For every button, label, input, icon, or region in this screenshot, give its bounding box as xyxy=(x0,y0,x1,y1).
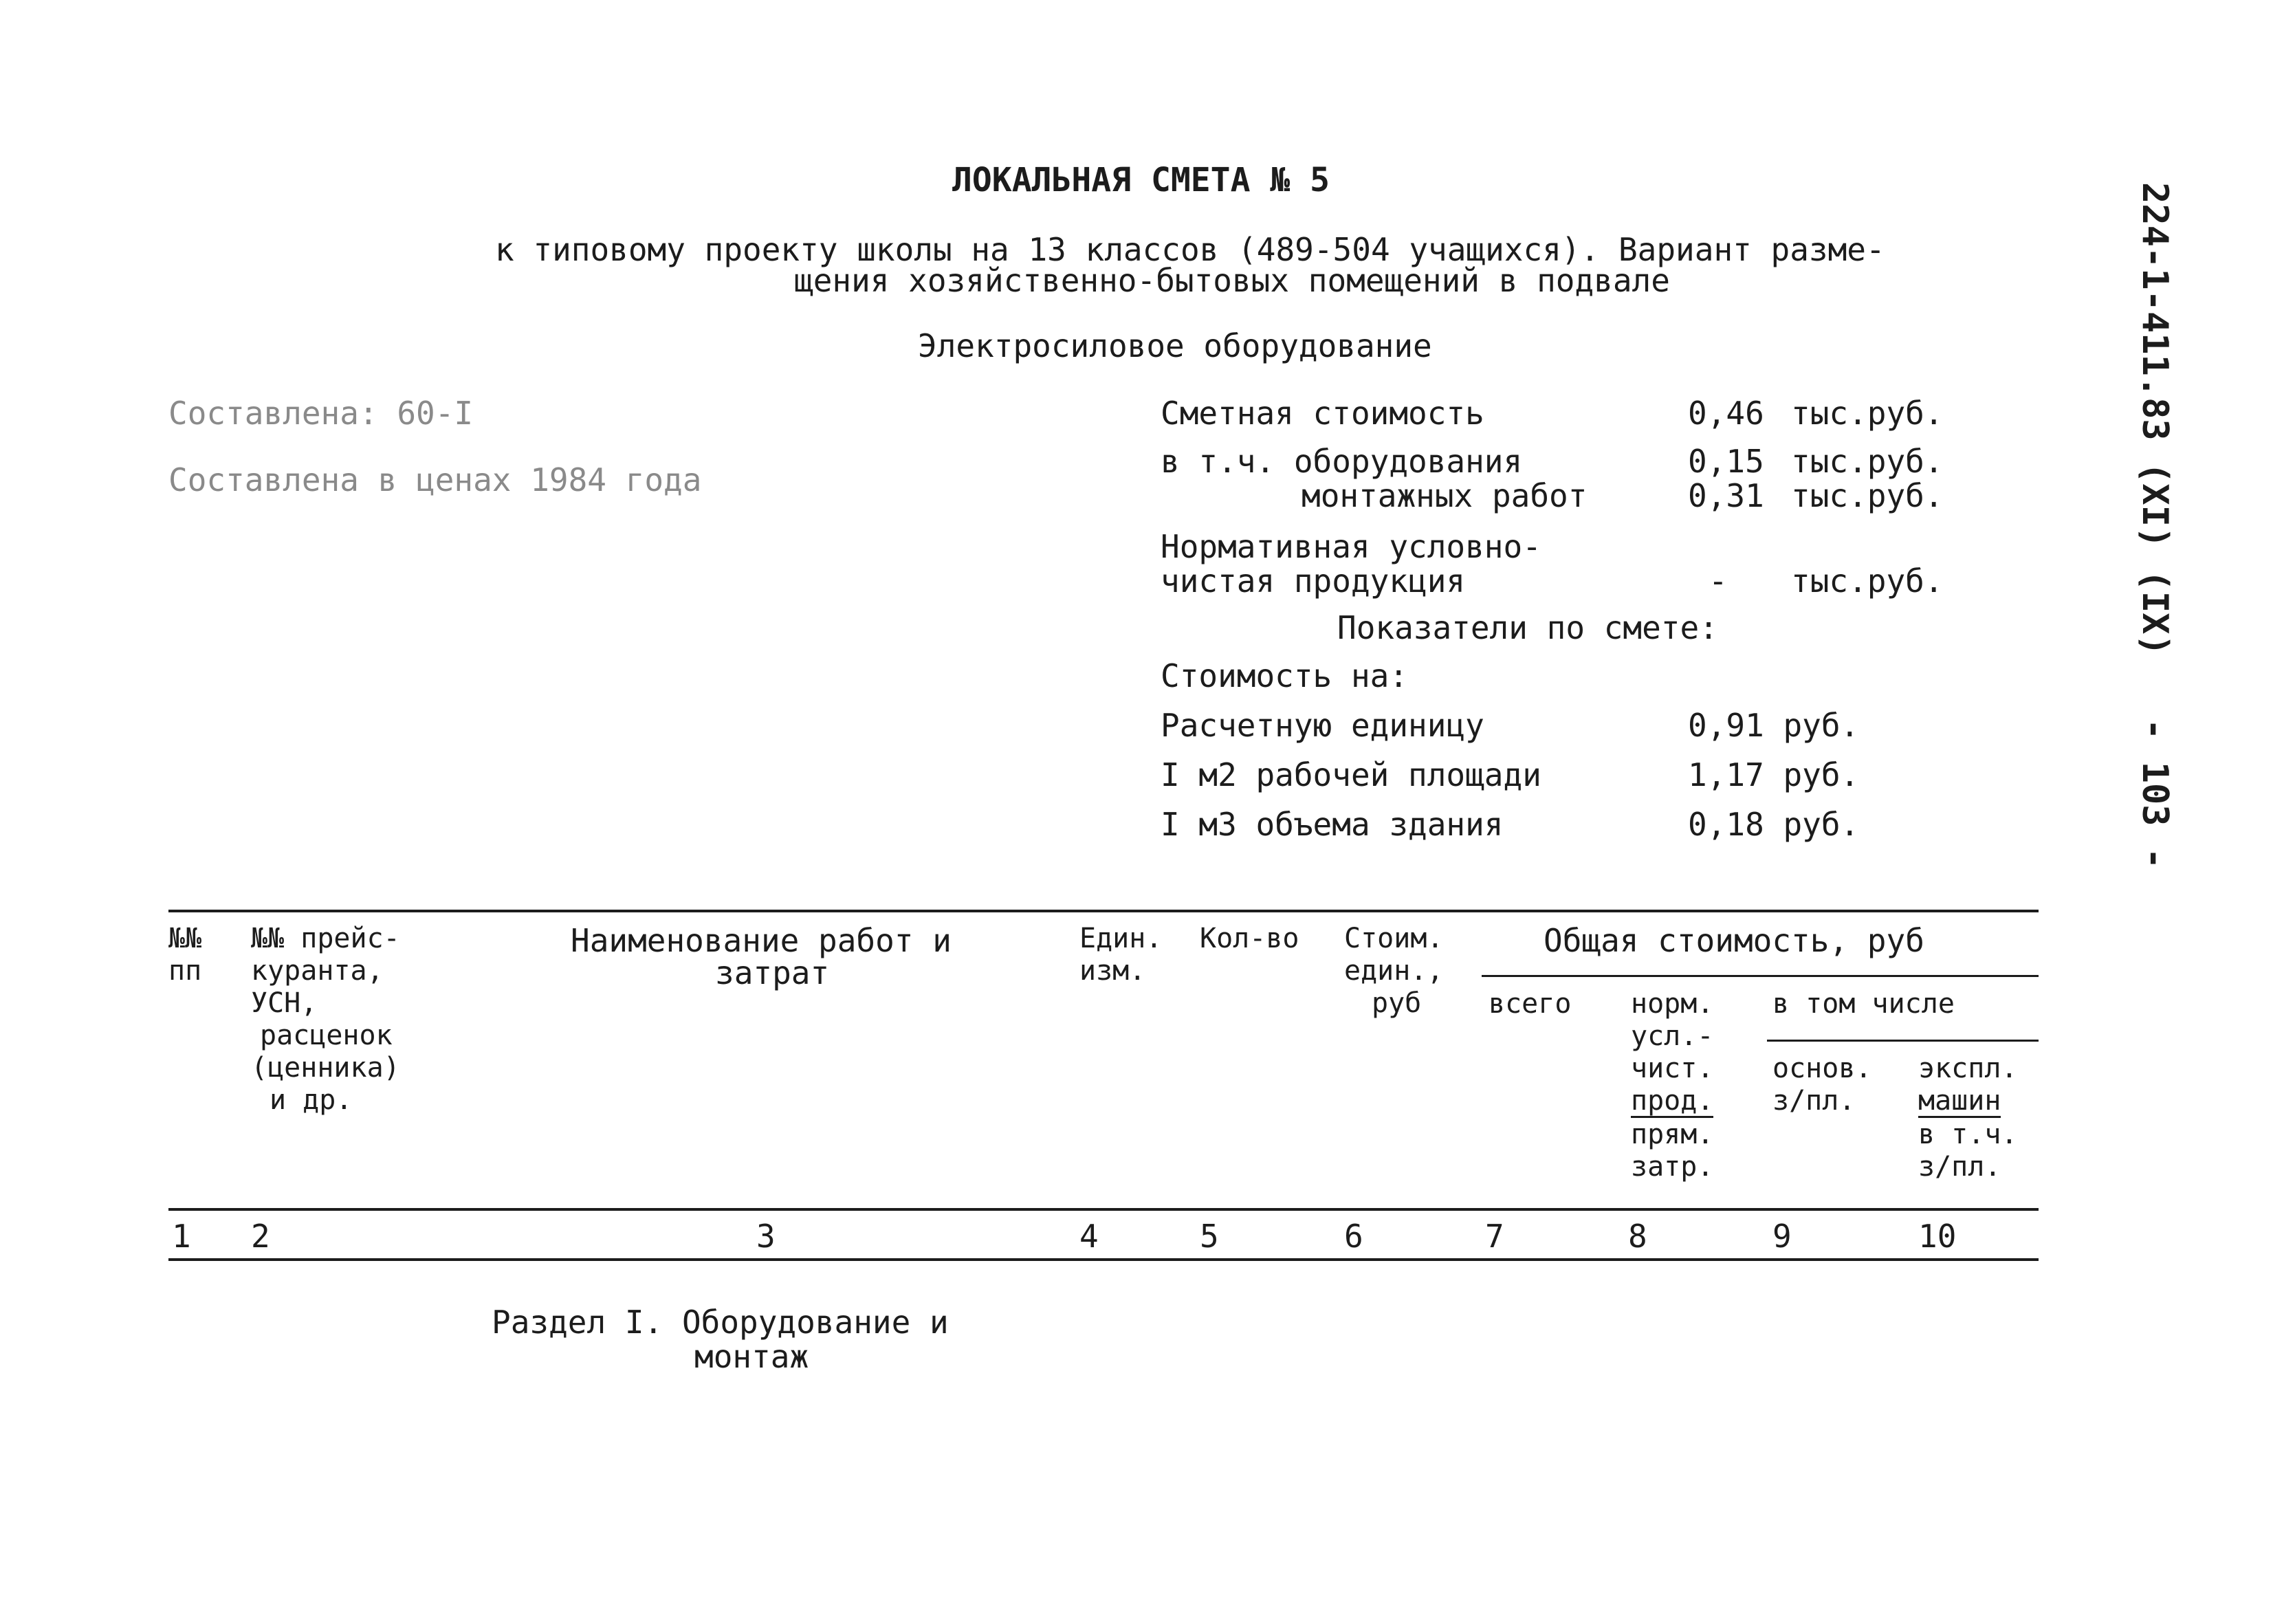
header-col-8-line-1: норм. xyxy=(1631,988,1714,1020)
compiled-by: Составлена: 60-I xyxy=(168,395,474,432)
installation-value: 0,31 xyxy=(1688,477,1764,514)
column-number-4: 4 xyxy=(1079,1218,1099,1255)
column-number-5: 5 xyxy=(1200,1218,1219,1255)
subtitle-line-1: к типовому проекту школы на 13 классов (489-504 учащихся). Вариант разме- xyxy=(495,231,1885,268)
header-col-6-line-1: Стоим. xyxy=(1344,923,1444,954)
header-col-4-line-2: изм. xyxy=(1079,955,1146,987)
header-col-2-line-3: УСН, xyxy=(251,987,318,1019)
header-col-2-line-4: расценок xyxy=(260,1020,393,1051)
section-heading-line-2: монтаж xyxy=(694,1338,809,1375)
column-number-1: 1 xyxy=(172,1218,191,1255)
header-col-10-line-1: экспл. xyxy=(1918,1053,2018,1084)
header-col-8-line-6: затр. xyxy=(1631,1151,1714,1183)
header-col-6-line-2: един., xyxy=(1344,955,1444,987)
header-col-8-line-4: прод. xyxy=(1631,1085,1714,1117)
column-number-7: 7 xyxy=(1485,1218,1504,1255)
page-number-text: - 103 - xyxy=(2134,718,2175,870)
header-incl-group: в том числе xyxy=(1772,988,1955,1020)
equipment-unit: тыс.руб. xyxy=(1791,443,1944,480)
side-page-number xyxy=(2124,718,2186,884)
header-col-8-line-2: усл.- xyxy=(1631,1020,1714,1052)
header-col-10-line-3: в т.ч. xyxy=(1918,1119,2018,1150)
indicator-unit-label: Расчетную единицу xyxy=(1161,707,1484,744)
header-col-8-line-3: чист. xyxy=(1631,1053,1714,1084)
net-output-value: - xyxy=(1709,562,1728,600)
incl-group-rule xyxy=(1767,1040,2039,1042)
header-col-9-line-2: з/пл. xyxy=(1772,1085,1856,1117)
header-col-2-line-6: и др. xyxy=(270,1084,353,1116)
column-number-6: 6 xyxy=(1344,1218,1363,1255)
column-number-8: 8 xyxy=(1628,1218,1647,1255)
header-col-2-line-5: (ценника) xyxy=(251,1052,400,1084)
document-title: ЛОКАЛЬНАЯ СМЕТА № 5 xyxy=(952,161,1330,199)
header-bottom-rule xyxy=(168,1208,2039,1211)
table-top-rule xyxy=(168,910,2039,912)
header-col-10-line-2: машин xyxy=(1918,1085,2001,1117)
estimated-cost-value: 0,46 xyxy=(1688,395,1764,432)
section-heading-line-1: Раздел I. Оборудование и xyxy=(492,1304,949,1341)
column-number-2: 2 xyxy=(251,1218,270,1255)
indicator-volume-label: I м3 объема здания xyxy=(1161,806,1504,843)
net-output-label-1: Нормативная условно- xyxy=(1161,528,1541,565)
cost-on-label: Стоимость на: xyxy=(1161,657,1409,694)
side-code-text: 224-1-411.83 (XI) (IX) xyxy=(2134,182,2175,656)
net-output-label-2: чистая продукция xyxy=(1161,562,1466,600)
indicator-area-label: I м2 рабочей площади xyxy=(1161,756,1541,793)
net-output-unit: тыс.руб. xyxy=(1791,562,1944,600)
indicator-area-value: 1,17 руб. xyxy=(1688,756,1860,793)
subtitle-line-2: щения хозяйственно-бытовых помещений в подвале xyxy=(794,262,1670,299)
header-col-4-line-1: Един. xyxy=(1079,923,1163,954)
equipment-label: в т.ч. оборудования xyxy=(1161,443,1523,480)
total-group-rule xyxy=(1482,975,2039,977)
header-col-5: Кол-во xyxy=(1200,923,1299,954)
installation-unit: тыс.руб. xyxy=(1791,477,1944,514)
header-col-3-line-1: Наименование работ и xyxy=(571,922,952,959)
header-col-3-line-2: затрат xyxy=(715,954,830,991)
header-col-1-line-1: №№ xyxy=(168,923,202,954)
header-col-10-line-4: з/пл. xyxy=(1918,1151,2001,1183)
indicators-title: Показатели по смете: xyxy=(1337,609,1718,646)
indicator-volume-value: 0,18 руб. xyxy=(1688,806,1860,843)
numbers-bottom-rule xyxy=(168,1258,2039,1261)
header-col-9-line-1: основ. xyxy=(1772,1053,1872,1084)
header-col-2-line-1: №№ прейс- xyxy=(251,923,400,954)
indicator-unit-value: 0,91 руб. xyxy=(1688,707,1860,744)
price-basis: Составлена в ценах 1984 года xyxy=(168,461,702,498)
column-number-9: 9 xyxy=(1772,1218,1792,1255)
section-name: Электросиловое оборудование xyxy=(918,327,1432,364)
column-number-10: 10 xyxy=(1918,1218,1957,1255)
header-col-1-line-2: пп xyxy=(168,955,202,987)
column-number-3: 3 xyxy=(756,1218,776,1255)
header-col-6-line-3: руб xyxy=(1372,987,1422,1019)
header-col-8-line-5: прям. xyxy=(1631,1119,1714,1150)
estimated-cost-label: Сметная стоимость xyxy=(1161,395,1484,432)
header-col-7: всего xyxy=(1489,988,1572,1020)
header-col-2-line-2: куранта, xyxy=(251,955,384,987)
estimated-cost-unit: тыс.руб. xyxy=(1791,395,1944,432)
equipment-value: 0,15 xyxy=(1688,443,1764,480)
installation-label: монтажных работ xyxy=(1302,477,1588,514)
header-total-group: Общая стоимость, руб xyxy=(1544,922,1924,959)
